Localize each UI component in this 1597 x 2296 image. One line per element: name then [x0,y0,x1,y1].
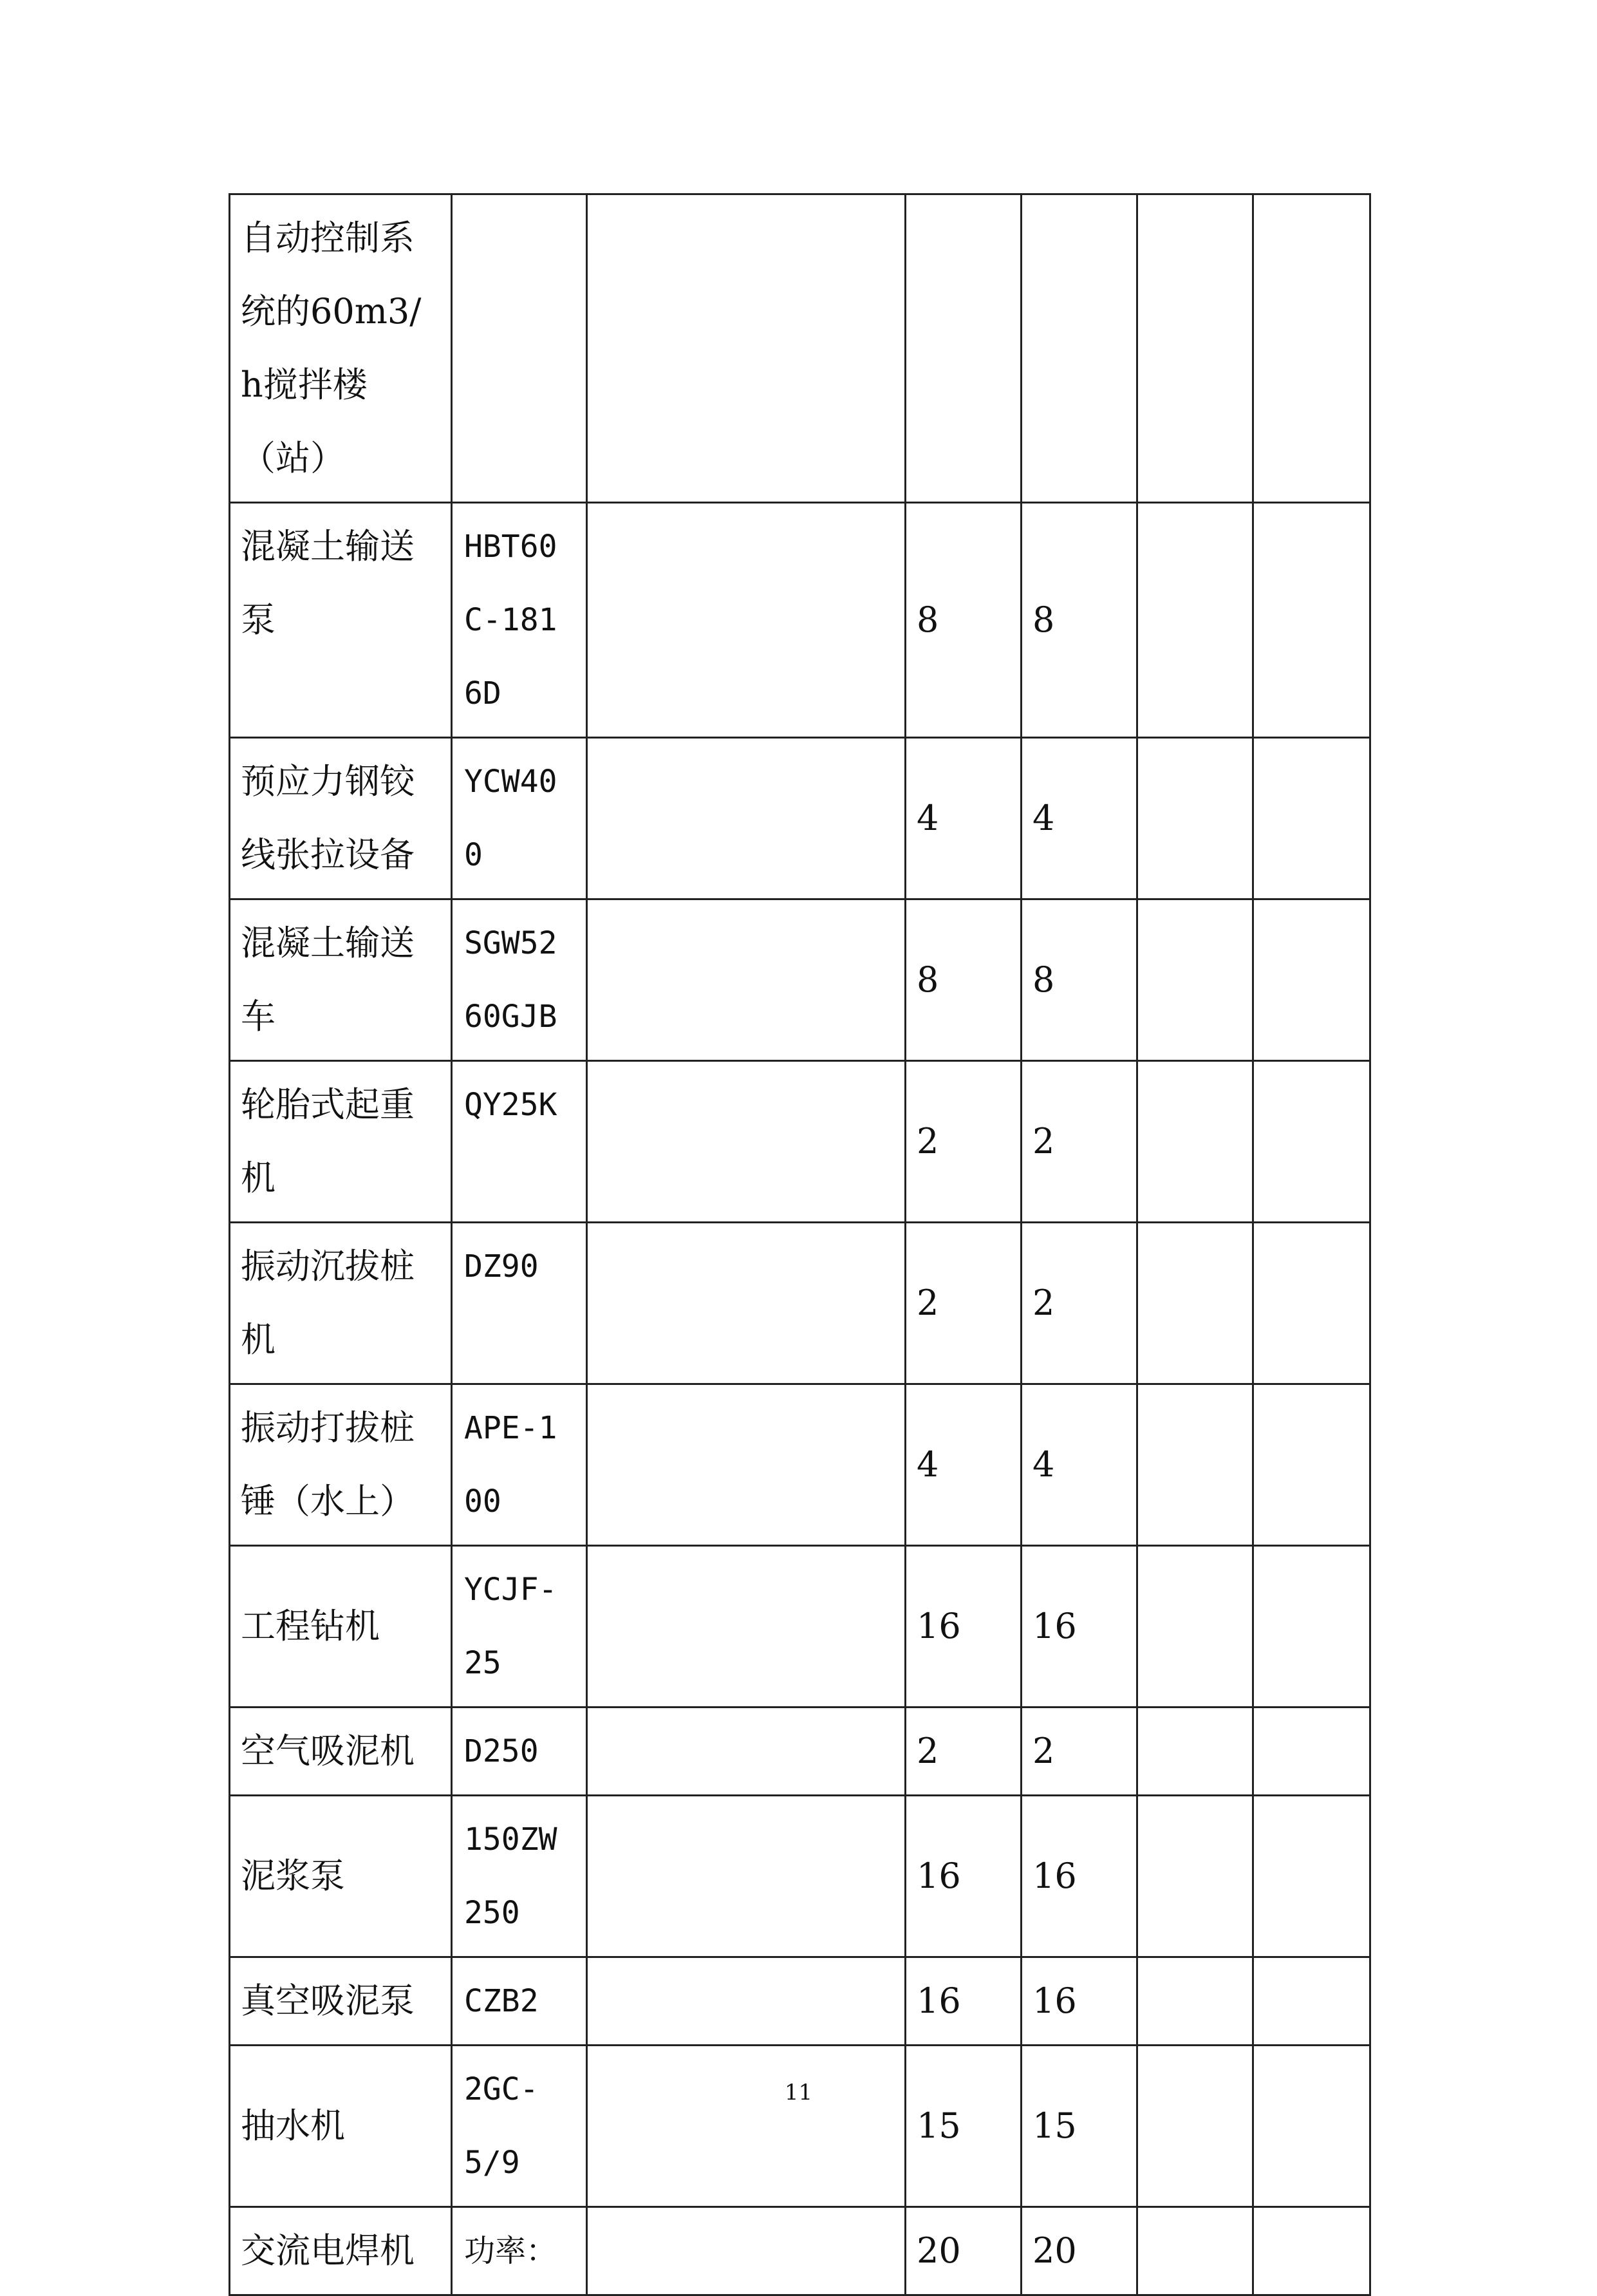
equipment-qty-1: 16 [906,1796,1022,1957]
equipment-model [452,194,587,503]
equipment-qty-2: 4 [1022,738,1137,899]
equipment-col-6 [1137,2207,1253,2295]
equipment-qty-1: 4 [906,1384,1022,1546]
equipment-name: 振动沉拔桩机 [230,1223,452,1384]
equipment-qty-1: 2 [906,1223,1022,1384]
table-row [230,2207,1370,2295]
table-row [230,1223,1370,1384]
equipment-col-7 [1253,1223,1370,1384]
equipment-table [229,193,1371,2296]
equipment-model: D250 [452,1708,587,1796]
equipment-name: 交流电焊机 [230,2207,452,2295]
equipment-col-7 [1253,899,1370,1061]
equipment-qty-1: 2 [906,1061,1022,1223]
table-row [230,1796,1370,1957]
equipment-name: 空气吸泥机 [230,1708,452,1796]
equipment-qty-2 [1022,194,1137,503]
equipment-model: APE-100 [452,1384,587,1546]
equipment-col-7 [1253,1708,1370,1796]
equipment-name: 混凝土输送泵 [230,503,452,738]
equipment-col-7 [1253,738,1370,899]
equipment-col-7 [1253,2046,1370,2207]
equipment-name: 抽水机 [230,2046,452,2207]
equipment-spec [587,194,906,503]
equipment-model: YCJF-25 [452,1546,587,1708]
equipment-qty-1: 8 [906,899,1022,1061]
equipment-qty-1: 16 [906,1957,1022,2046]
equipment-col-6 [1137,899,1253,1061]
equipment-qty-2: 16 [1022,1796,1137,1957]
table-row [230,1384,1370,1546]
equipment-spec [587,1708,906,1796]
page-number: 11 [784,2080,813,2105]
equipment-qty-2: 20 [1022,2207,1137,2295]
equipment-spec [587,899,906,1061]
equipment-name: 工程钻机 [230,1546,452,1708]
equipment-qty-1: 8 [906,503,1022,738]
equipment-col-6 [1137,1223,1253,1384]
table-row [230,1061,1370,1223]
equipment-table-body [230,194,1370,2295]
equipment-model: DZ90 [452,1223,587,1384]
equipment-model: YCW400 [452,738,587,899]
equipment-col-7 [1253,1384,1370,1546]
equipment-col-7 [1253,503,1370,738]
equipment-name: 泥浆泵 [230,1796,452,1957]
equipment-qty-1: 4 [906,738,1022,899]
equipment-name: 混凝土输送车 [230,899,452,1061]
equipment-name: 真空吸泥泵 [230,1957,452,2046]
equipment-name: 预应力钢铰线张拉设备 [230,738,452,899]
equipment-spec [587,1957,906,2046]
equipment-spec [587,738,906,899]
equipment-col-7 [1253,1061,1370,1223]
equipment-col-6 [1137,1384,1253,1546]
equipment-qty-2: 8 [1022,503,1137,738]
equipment-spec [587,1796,906,1957]
equipment-col-6 [1137,1546,1253,1708]
equipment-model: SGW5260GJB [452,899,587,1061]
equipment-qty-1: 2 [906,1708,1022,1796]
equipment-model: QY25K [452,1061,587,1223]
equipment-qty-2: 8 [1022,899,1137,1061]
equipment-col-6 [1137,1061,1253,1223]
table-row [230,1546,1370,1708]
equipment-col-7 [1253,1546,1370,1708]
equipment-col-6 [1137,2046,1253,2207]
table-row [230,2046,1370,2207]
equipment-qty-1: 16 [906,1546,1022,1708]
equipment-spec [587,1384,906,1546]
equipment-name: 自动控制系统的60m3/h搅拌楼（站） [230,194,452,503]
table-row [230,1957,1370,2046]
equipment-col-7 [1253,2207,1370,2295]
table-row [230,899,1370,1061]
equipment-spec [587,1546,906,1708]
equipment-qty-1 [906,194,1022,503]
table-row [230,194,1370,503]
equipment-qty-1: 20 [906,2207,1022,2295]
equipment-model: 150ZW250 [452,1796,587,1957]
equipment-col-6 [1137,194,1253,503]
equipment-name: 轮胎式起重机 [230,1061,452,1223]
equipment-qty-2: 16 [1022,1546,1137,1708]
table-row [230,1708,1370,1796]
equipment-qty-2: 16 [1022,1957,1137,2046]
equipment-model: 2GC-5/9 [452,2046,587,2207]
equipment-spec [587,1061,906,1223]
equipment-qty-2: 2 [1022,1708,1137,1796]
equipment-col-7 [1253,1957,1370,2046]
equipment-col-7 [1253,194,1370,503]
equipment-qty-2: 15 [1022,2046,1137,2207]
equipment-spec [587,1223,906,1384]
equipment-qty-2: 2 [1022,1061,1137,1223]
equipment-spec [587,2207,906,2295]
equipment-col-7 [1253,1796,1370,1957]
equipment-col-6 [1137,1796,1253,1957]
equipment-name: 振动打拔桩锤（水上） [230,1384,452,1546]
equipment-col-6 [1137,1957,1253,2046]
equipment-spec [587,503,906,738]
table-row [230,503,1370,738]
table-row [230,738,1370,899]
equipment-qty-2: 2 [1022,1223,1137,1384]
equipment-model: 功率： [452,2207,587,2295]
equipment-col-6 [1137,1708,1253,1796]
equipment-qty-1: 15 [906,2046,1022,2207]
equipment-col-6 [1137,738,1253,899]
equipment-model: HBT60C-1816D [452,503,587,738]
equipment-col-6 [1137,503,1253,738]
equipment-spec [587,2046,906,2207]
equipment-model: CZB2 [452,1957,587,2046]
equipment-qty-2: 4 [1022,1384,1137,1546]
